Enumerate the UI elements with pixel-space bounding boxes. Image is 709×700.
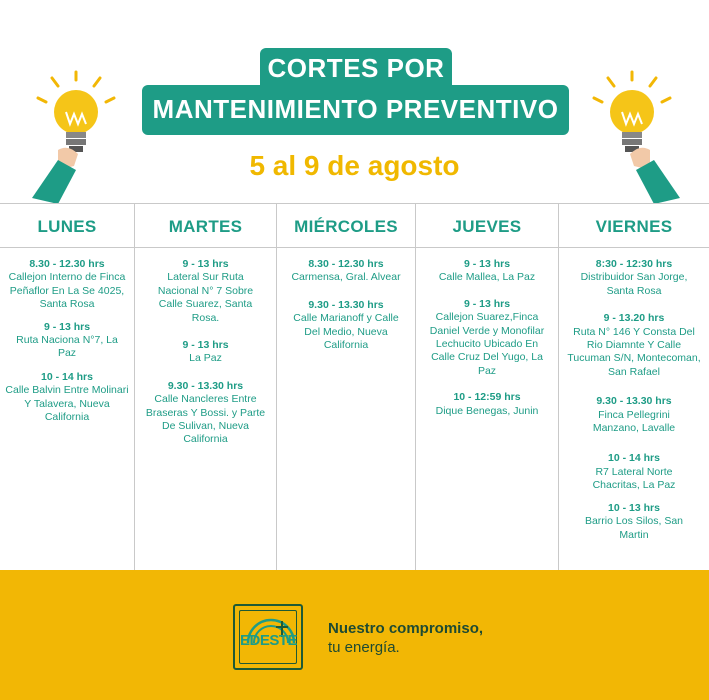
light-bulb-icon	[584, 66, 684, 206]
entry-time: 9.30 - 13.30 hrs	[167, 379, 244, 392]
entry-time: 10 - 12:59 hrs	[453, 391, 521, 404]
day-column-lunes	[0, 204, 135, 571]
logo-frame	[239, 610, 297, 664]
entry-place: Calle Nancleres Entre Braseras Y Bossi. y Parte De Sulivan, Nueva California	[145, 393, 266, 446]
list-item	[567, 312, 701, 379]
slogan-line-1: Nuestro compromiso,	[328, 620, 484, 637]
list-item	[7, 321, 127, 361]
list-item	[285, 299, 407, 353]
list-item	[290, 258, 402, 285]
list-item	[425, 298, 549, 378]
entry-time: 10 - 14 hrs	[41, 370, 93, 383]
entry-place: Calle Balvin Entre Molinari Y Talavera, Nueva California	[5, 384, 129, 424]
list-item	[144, 380, 268, 447]
entry-place: Carmensa, Gral. Alvear	[291, 271, 401, 284]
entry-time: 9.30 - 13.30 hrs	[308, 298, 384, 311]
entry-time: 10 - 13 hrs	[608, 501, 660, 514]
entry-place: Barrio Los Silos, San Martin	[584, 515, 684, 541]
title-line-2: MANTENIMIENTO PREVENTIVO	[142, 85, 569, 135]
header	[0, 0, 709, 200]
day-header: JUEVES	[416, 204, 558, 248]
slogan-line-2: tu energía.	[328, 639, 400, 656]
entry-time: 9 - 13 hrs	[182, 258, 229, 270]
day-column-viernes	[559, 204, 709, 571]
day-column-jueves	[416, 204, 559, 571]
list-item	[425, 391, 549, 418]
list-item	[4, 371, 130, 425]
entry-place: La Paz	[189, 352, 222, 365]
entry-place: Distribuidor San Jorge, Santa Rosa	[580, 271, 688, 297]
logo-text: EDESTE	[240, 632, 298, 649]
list-item	[579, 395, 689, 435]
entry-time: 8:30 - 12:30 hrs	[595, 258, 673, 270]
schedule-table	[0, 203, 709, 571]
list-item	[4, 258, 130, 312]
day-header: MIÉRCOLES	[277, 204, 415, 248]
day-column-miercoles	[277, 204, 416, 571]
entry-place: Lateral Sur Ruta Nacional N° 7 Sobre Calle Suarez, Santa Rosa.	[157, 271, 254, 324]
entry-place: Calle Marianoff y Calle Del Medio, Nueva California	[293, 312, 399, 352]
entry-time: 9 - 13 hrs	[463, 258, 511, 270]
entry-time: 9 - 13 hrs	[463, 297, 511, 310]
entry-time: 8.30 - 12.30 hrs	[308, 258, 384, 270]
list-item	[579, 452, 689, 492]
entry-time: 10 - 14 hrs	[608, 452, 660, 465]
edeste-logo	[233, 604, 303, 670]
entry-time: 9 - 13.20 hrs	[603, 312, 665, 325]
entry-place: R7 Lateral Norte Chacritas, La Paz	[592, 465, 676, 492]
title-line-1: CORTES POR	[260, 48, 452, 88]
list-item	[425, 258, 549, 285]
entry-place: Finca Pellegrini Manzano, Lavalle	[592, 408, 676, 435]
list-item	[150, 258, 262, 325]
entry-time: 9 - 13 hrs	[43, 320, 91, 333]
day-header: VIERNES	[559, 204, 709, 248]
entry-time: 9 - 13 hrs	[182, 339, 229, 352]
entry-place: Ruta Naciona N°7, La Paz	[16, 334, 118, 360]
list-item	[150, 339, 262, 366]
entry-place: Calle Mallea, La Paz	[438, 271, 536, 284]
entry-place: Ruta N° 146 Y Consta Del Rio Diamnte Y Calle Tucuman S/N, Montecoman, San Rafael	[567, 325, 701, 378]
light-bulb-icon	[28, 66, 128, 206]
list-item	[579, 502, 689, 542]
entry-time: 9.30 - 13.30 hrs	[596, 395, 672, 408]
day-header: LUNES	[0, 204, 134, 248]
entry-time: 8.30 - 12.30 hrs	[29, 258, 105, 270]
entry-place: Callejon Interno de Finca Peñaflor En La Se 4025, Santa Rosa	[8, 271, 126, 311]
day-header: MARTES	[135, 204, 276, 248]
entry-place: Dique Benegas, Junin	[435, 404, 539, 417]
date-range: 5 al 9 de agosto	[249, 150, 460, 181]
entry-place: Callejon Suarez,Finca Daniel Verde y Monofilar Lechucito Ubicado En Calle Cruz Del Yugo, La Paz	[429, 311, 545, 377]
day-column-martes	[135, 204, 277, 571]
list-item	[570, 258, 698, 298]
